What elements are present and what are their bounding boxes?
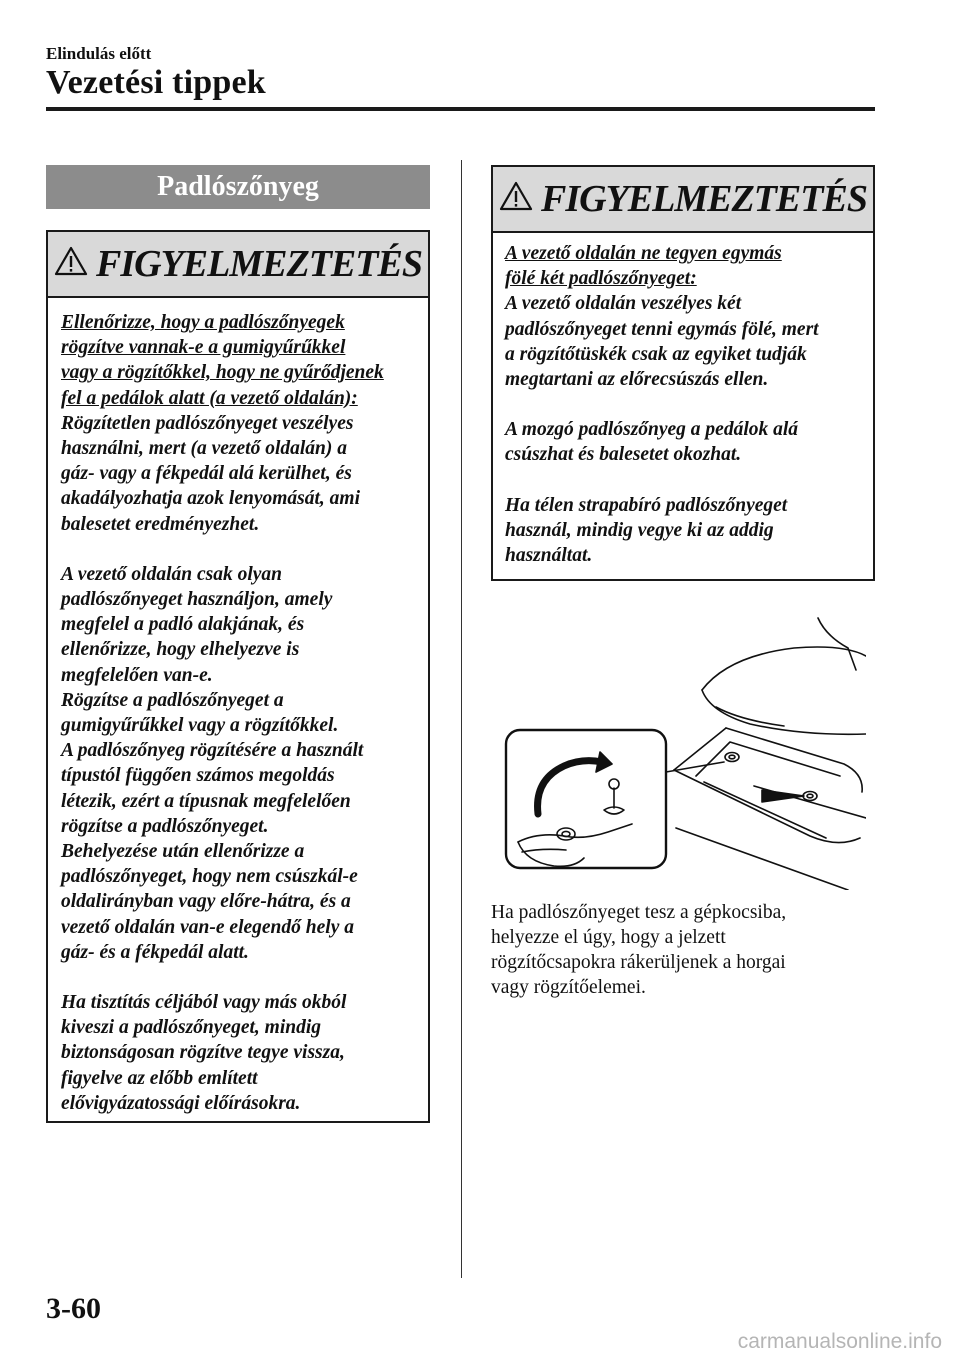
text-line: gáz- vagy a fékpedál alá kerülhet, és xyxy=(61,463,352,485)
warning-header xyxy=(48,232,428,298)
warning-title-line: rögzítve vannak-e a gumigyűrűkkel xyxy=(61,337,346,359)
text-line: használni, mert (a vezető oldalán) a xyxy=(61,438,348,460)
text-line: használ, mindig vegye ki az addig xyxy=(505,519,774,541)
warning-body xyxy=(48,298,428,1116)
text-line: a rögzítőtüskék csak az egyiket tudják xyxy=(505,343,807,365)
warning-title-line: fölé két padlószőnyeget: xyxy=(505,268,697,290)
text-line: vagy rögzítőelemei. xyxy=(491,977,646,998)
page-title: Vezetési tippek xyxy=(46,64,266,101)
warning-box-right xyxy=(491,165,875,581)
warning-body xyxy=(493,233,873,568)
text-line: létezik, ezért a típusnak megfelelően xyxy=(61,790,351,812)
text-line: kiveszi a padlószőnyeget, mindig xyxy=(61,1017,321,1039)
warning-triangle-icon xyxy=(499,177,533,221)
text-line: figyelve az előbb említett xyxy=(61,1067,258,1089)
text-line: padlószőnyeget használjon, amely xyxy=(61,589,333,611)
text-line: A vezető oldalán veszélyes két xyxy=(505,293,742,315)
warning-heading: FIGYELMEZTETÉS xyxy=(96,243,422,285)
text-line: megfelel a padló alakjának, és xyxy=(61,614,305,636)
text-line: oldalirányban vagy előre-hátra, és a xyxy=(61,891,351,913)
warning-title xyxy=(61,310,420,411)
warning-paragraph xyxy=(505,493,865,569)
text-line: Ha télen strapabíró padlószőnyeget xyxy=(505,494,788,516)
warning-paragraph xyxy=(61,562,420,965)
text-line: Rögzítse a padlószőnyeget a xyxy=(61,689,284,711)
text-line: Ha padlószőnyeget tesz a gépkocsiba, xyxy=(491,902,787,923)
text-line: megtartani az előrecsúszás ellen. xyxy=(505,369,769,391)
text-line: megfelelően van-e. xyxy=(61,664,213,686)
text-line: A mozgó padlószőnyeg a pedálok alá xyxy=(505,419,799,441)
warning-paragraph xyxy=(505,291,865,392)
warning-title-line: fel a pedálok alatt (a vezető oldalán): xyxy=(61,387,358,409)
text-line: használtat. xyxy=(505,545,593,567)
text-line: vezető oldalán van-e elegendő hely a xyxy=(61,916,354,938)
warning-box-left xyxy=(46,230,430,1123)
text-line: elővigyázatossági előírásokra. xyxy=(61,1092,301,1114)
text-line: rögzítőcsapokra rákerüljenek a horgai xyxy=(491,952,786,973)
watermark: carmanualsonline.info xyxy=(737,1330,942,1353)
text-line: Behelyezése után ellenőrizze a xyxy=(61,841,305,863)
warning-title-line: A vezető oldalán ne tegyen egymás xyxy=(505,243,782,264)
text-line: gáz- és a fékpedál alatt. xyxy=(61,941,249,963)
illustration-caption xyxy=(491,900,871,1000)
text-line: rögzítse a padlószőnyeget. xyxy=(61,815,269,837)
text-line: típustól függően számos megoldás xyxy=(61,765,335,787)
floor-mat-hook-illustration xyxy=(504,612,866,890)
warning-triangle-icon xyxy=(54,242,88,286)
text-line: padlószőnyeget, hogy nem csúszkál-e xyxy=(61,866,358,888)
text-line: biztonságosan rögzítve tegye vissza, xyxy=(61,1042,345,1064)
warning-header xyxy=(493,167,873,233)
text-line: A padlószőnyeg rögzítésére a használt xyxy=(61,740,364,762)
warning-title-line: vagy a rögzítőkkel, hogy ne gyűrődjenek xyxy=(61,362,384,384)
page-number: 3-60 xyxy=(46,1292,101,1325)
text-line: akadályozhatja azok lenyomását, ami xyxy=(61,488,361,510)
text-line: gumigyűrűkkel vagy a rögzítőkkel. xyxy=(61,715,339,737)
text-line: balesetet eredményezhet. xyxy=(61,513,260,535)
warning-paragraph xyxy=(61,411,420,537)
column-divider xyxy=(461,160,462,1278)
warning-title xyxy=(505,241,865,291)
breadcrumb: Elindulás előtt xyxy=(46,44,152,63)
text-line: ellenőrizze, hogy elhelyezve is xyxy=(61,639,300,661)
text-line: Ha tisztítás céljából vagy más okból xyxy=(61,992,347,1014)
text-line: padlószőnyeget tenni egymás fölé, mert xyxy=(505,318,819,340)
warning-title-line: Ellenőrizze, hogy a padlószőnyegek xyxy=(61,312,345,333)
warning-paragraph xyxy=(505,417,865,467)
text-line: helyezze el úgy, hogy a jelzett xyxy=(491,927,726,948)
warning-heading: FIGYELMEZTETÉS xyxy=(541,178,867,220)
title-rule xyxy=(46,107,875,111)
warning-paragraph xyxy=(61,990,420,1116)
section-banner: Padlószőnyeg xyxy=(46,165,430,209)
text-line: csúszhat és balesetet okozhat. xyxy=(505,444,742,466)
text-line: A vezető oldalán csak olyan xyxy=(61,563,282,585)
text-line: Rögzítetlen padlószőnyeget veszélyes xyxy=(61,412,354,434)
